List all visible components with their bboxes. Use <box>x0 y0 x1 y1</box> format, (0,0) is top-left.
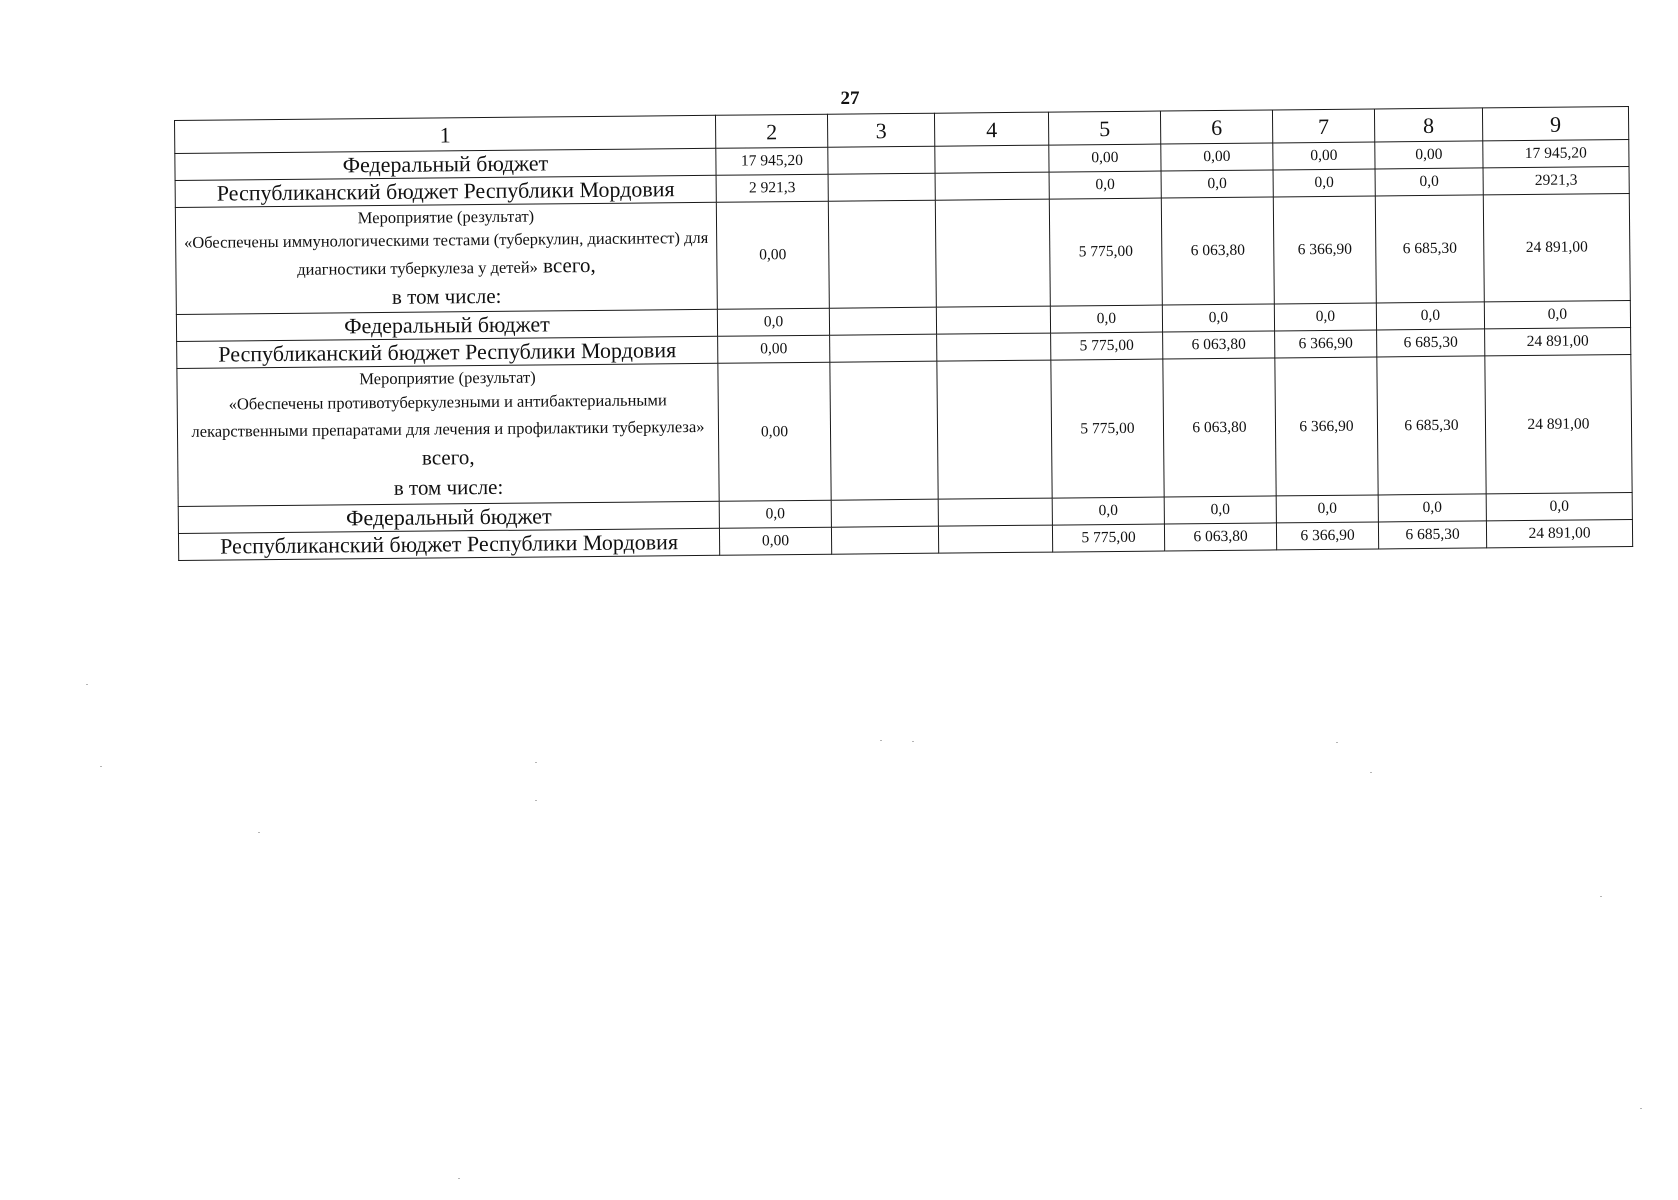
table-cell: 5 775,00 <box>1051 359 1164 497</box>
measure-suffix: всего, <box>537 252 596 278</box>
column-header: 6 <box>1160 110 1272 144</box>
table-cell <box>935 172 1049 200</box>
table-cell: 5 775,00 <box>1052 524 1164 552</box>
row-label: Республиканский бюджет Республики Мордовия <box>175 175 716 207</box>
scan-speck <box>100 766 102 767</box>
column-header: 1 <box>175 115 716 153</box>
table-cell: 2 921,3 <box>716 174 828 202</box>
budget-table <box>174 106 1633 561</box>
scan-speck <box>458 1178 460 1179</box>
scan-speck <box>912 741 914 742</box>
column-header: 2 <box>715 114 827 148</box>
table-cell: 5 775,00 <box>1049 198 1162 307</box>
row-label: Республиканский бюджет Республики Мордовия <box>178 528 719 560</box>
table-cell <box>829 308 936 336</box>
total-cell: 17 945,20 <box>1483 140 1629 168</box>
measure-lead: Мероприятие (результат) <box>359 368 536 389</box>
scan-speck <box>1640 1108 1642 1109</box>
scan-speck <box>258 832 260 833</box>
column-header: 7 <box>1272 109 1374 143</box>
measure-tail: в том числе: <box>391 283 502 309</box>
table-cell: 0,0 <box>1164 496 1276 524</box>
row-label: Федеральный бюджет <box>178 501 719 533</box>
total-cell: 24 891,00 <box>1485 355 1632 494</box>
measure-suffix: всего, <box>421 445 475 470</box>
table-cell <box>828 173 935 201</box>
total-cell: 0,0 <box>1484 301 1630 329</box>
table-row-measure <box>175 194 1630 315</box>
scan-speck <box>1336 742 1338 743</box>
total-cell: 2921,3 <box>1483 167 1629 195</box>
measure-description <box>175 202 717 315</box>
table-cell: 0,0 <box>1375 168 1483 196</box>
table-cell: 0,00 <box>1273 142 1375 170</box>
measure-body: «Обеспечены иммунологическими тестами (туберкулин, диаскинтест) для диагностики туберкулеза у детей» <box>183 228 709 279</box>
table-cell: 0,0 <box>717 309 829 337</box>
table-cell: 0,00 <box>718 363 831 501</box>
table-cell <box>831 499 938 527</box>
column-header: 8 <box>1374 108 1482 142</box>
table-cell <box>937 361 1052 499</box>
table-cell: 17 945,20 <box>716 147 828 175</box>
scan-speck <box>535 762 537 763</box>
total-cell: 0,0 <box>1486 492 1632 520</box>
table-cell <box>828 200 936 308</box>
page-number: 27 <box>840 88 860 109</box>
table-cell <box>935 145 1049 173</box>
table-cell: 6 685,30 <box>1378 521 1486 549</box>
row-label: Республиканский бюджет Республики Мордовия <box>177 337 718 369</box>
measure-description <box>177 364 719 506</box>
table-cell: 6 366,90 <box>1276 522 1378 550</box>
scan-speck <box>1370 772 1372 773</box>
table-cell: 0,0 <box>719 500 831 528</box>
scan-speck <box>1600 896 1602 897</box>
total-cell: 24 891,00 <box>1486 519 1632 547</box>
scan-speck <box>86 684 88 685</box>
table-cell: 0,0 <box>1161 170 1273 198</box>
table-cell: 0,0 <box>1162 304 1274 332</box>
measure-lead: Мероприятие (результат) <box>357 206 535 228</box>
column-header: 9 <box>1482 107 1628 141</box>
table-cell: 6 366,90 <box>1275 357 1378 495</box>
table-cell: 0,00 <box>1375 141 1483 169</box>
table-cell: 6 366,90 <box>1275 330 1377 358</box>
table-cell <box>936 307 1050 335</box>
table-cell: 0,00 <box>1049 144 1161 172</box>
table-cell <box>828 146 935 174</box>
table-cell: 6 685,30 <box>1375 195 1484 304</box>
table-cell: 6 063,80 <box>1163 358 1276 496</box>
table-cell <box>938 525 1052 553</box>
table-cell: 0,0 <box>1274 303 1376 331</box>
table-cell: 6 063,80 <box>1161 197 1274 306</box>
total-cell: 24 891,00 <box>1485 328 1631 356</box>
table-cell: 6 685,30 <box>1377 356 1486 494</box>
budget-table-container <box>174 106 1632 561</box>
table-cell <box>938 498 1052 526</box>
table-row-measure <box>177 355 1632 506</box>
table-cell: 0,0 <box>1378 494 1486 522</box>
table-cell: 0,0 <box>1376 302 1484 330</box>
measure-tail: в том числе: <box>393 474 504 500</box>
table-cell: 0,00 <box>719 527 831 555</box>
table-cell: 0,00 <box>716 201 829 310</box>
table-cell: 0,0 <box>1273 169 1375 197</box>
table-cell: 0,0 <box>1049 171 1161 199</box>
table-cell <box>830 362 938 500</box>
column-header: 3 <box>827 113 934 147</box>
table-cell: 6 063,80 <box>1163 331 1275 359</box>
table-cell <box>935 199 1050 308</box>
table-cell <box>830 335 937 363</box>
column-header: 5 <box>1048 111 1160 145</box>
row-label: Федеральный бюджет <box>175 148 716 180</box>
table-cell <box>937 334 1051 362</box>
column-header: 4 <box>934 112 1048 146</box>
table-cell <box>831 526 938 554</box>
scan-speck <box>880 740 882 741</box>
scan-speck <box>535 800 537 801</box>
table-cell: 0,0 <box>1050 305 1162 333</box>
table-cell: 0,0 <box>1276 495 1378 523</box>
table-cell: 0,00 <box>1161 143 1273 171</box>
table-cell: 0,00 <box>718 336 830 364</box>
table-cell: 5 775,00 <box>1051 332 1163 360</box>
table-cell: 0,0 <box>1052 497 1164 525</box>
row-label: Федеральный бюджет <box>176 310 717 342</box>
table-cell: 6 685,30 <box>1377 329 1485 357</box>
measure-body: «Обеспечены противотуберкулезными и антибактериальными лекарственными препаратами для лечения и профилактики туберкулеза» <box>191 390 705 442</box>
table-cell: 6 366,90 <box>1273 196 1376 304</box>
table-cell: 6 063,80 <box>1164 523 1276 551</box>
total-cell: 24 891,00 <box>1483 194 1630 303</box>
